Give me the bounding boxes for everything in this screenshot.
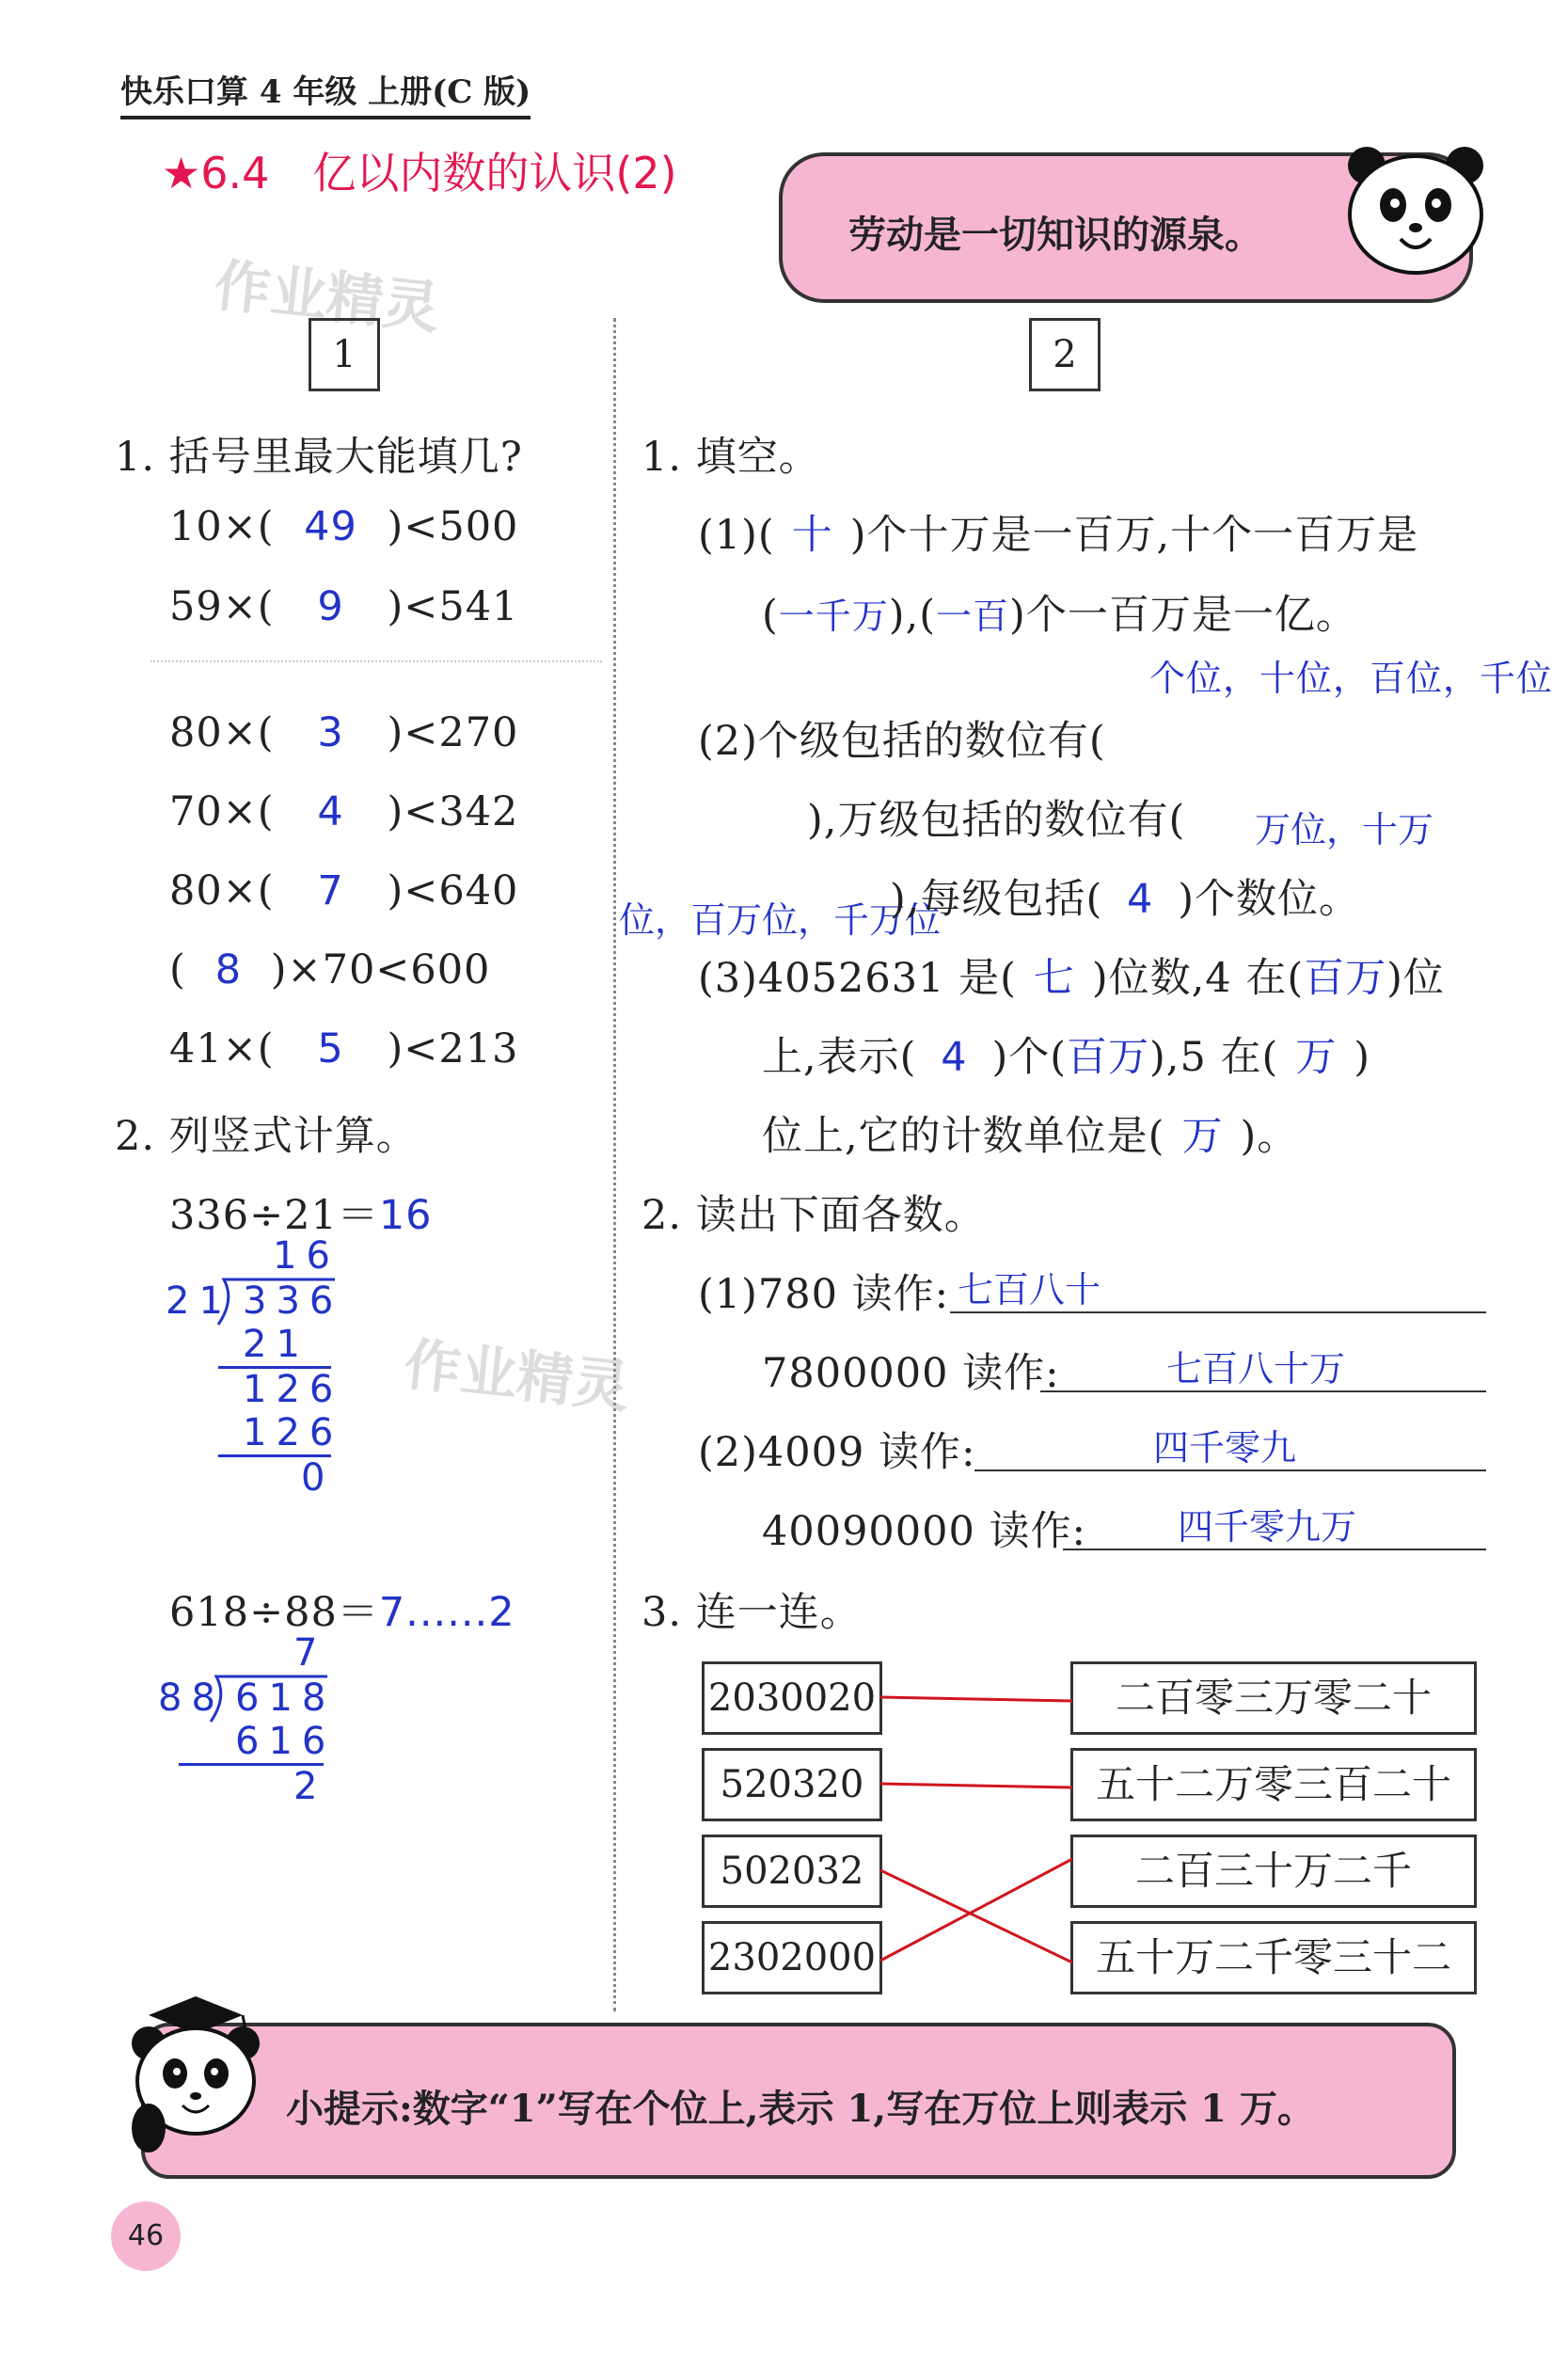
panda-icon (1340, 141, 1491, 282)
calc-expression: 618÷88＝7......2 (169, 1589, 515, 1636)
remainder: 126 (243, 1368, 343, 1411)
number-box: 502032 (702, 1835, 882, 1908)
ineq-row: 80×( 3 )<270 (169, 709, 519, 756)
answer-handwriting: 万位，十万位，百万位，千万位 (619, 809, 1434, 941)
subtrahend: 21 (243, 1323, 309, 1366)
ineq-row: 10×( 49 )<500 (169, 503, 519, 550)
section-2-box: 2 (1029, 318, 1101, 391)
ineq-row: 80×( 7 )<640 (169, 867, 519, 914)
subtrahend: 126 (243, 1411, 343, 1454)
fill-blank-3a: (3)4052631 是( 七 )位数,4 在(百万)位 (698, 955, 1445, 1002)
quotient: 7 (293, 1631, 327, 1675)
quotient: 16 (273, 1234, 340, 1278)
watermark: 作业精灵 (401, 1331, 633, 1422)
subtrahend: 616 (235, 1720, 336, 1763)
divisor: 21 (166, 1279, 232, 1323)
read-answer: 四千零九 (1153, 1427, 1297, 1469)
panda-graduate-icon (111, 1987, 280, 2156)
tip-text: 小提示:数字“1”写在个位上,表示 1,写在万位上则表示 1 万。 (286, 2087, 1315, 2131)
word-box: 五十万二千零三十二 (1070, 1921, 1477, 1994)
word-box: 二百零三万零二十 (1070, 1661, 1477, 1735)
watermark: 作业精灵 (211, 252, 443, 342)
answer-handwriting: 个位，十位，百位，千位 (1149, 658, 1554, 699)
fill-blank-3b: 上,表示( 4 )个(百万),5 在( 万 ) (762, 1034, 1371, 1081)
fill-blank-3c: 位上,它的计数单位是( 万 )。 (762, 1113, 1299, 1160)
fold-line (150, 660, 602, 662)
word-box: 五十二万零三百二十 (1070, 1748, 1477, 1821)
lesson-title: ★6.4 亿以内数的认识(2) (162, 148, 677, 199)
read-label: (2)4009 读作: (698, 1429, 976, 1476)
fill-blank-2c: ),每级包括( 4 )个数位。 (890, 876, 1361, 923)
r-q3-title: 3. 连一连。 (641, 1589, 862, 1636)
ineq-row: 59×( 9 )<541 (169, 583, 519, 630)
number-box: 520320 (702, 1748, 882, 1821)
remainder: 2 (293, 1765, 327, 1808)
ineq-row: 70×( 4 )<342 (169, 788, 519, 835)
fill-blank-2b: ),万级包括的数位有( (807, 797, 1186, 844)
matching-lines (880, 1661, 1072, 2000)
r-q1-title: 1. 填空。 (641, 434, 820, 481)
read-answer: 七百八十 (958, 1269, 1101, 1311)
read-answer: 七百八十万 (1166, 1348, 1346, 1390)
fill-blank-1: (1)( 十 )个十万是一百万,十个一百万是 (698, 512, 1419, 559)
divisor: 88 (158, 1676, 225, 1720)
word-box: 二百三十万二千 (1070, 1835, 1477, 1908)
q2-title: 2. 列竖式计算。 (115, 1113, 418, 1160)
number-box: 2030020 (702, 1661, 882, 1735)
book-header: 快乐口算 4 年级 上册(C 版) (120, 66, 531, 119)
dividend: 618 (235, 1676, 336, 1720)
read-label: (1)780 读作: (698, 1271, 950, 1318)
q1-title: 1. 括号里最大能填几? (115, 434, 523, 481)
fill-blank-1b: (一千万),(一百)个一百万是一亿。 (762, 592, 1357, 639)
ineq-row: ( 8 )×70<600 (169, 946, 491, 993)
remainder: 0 (301, 1456, 335, 1500)
page-number: 46 (111, 2201, 181, 2271)
read-label: 7800000 读作: (762, 1350, 1060, 1397)
tip-banner (141, 2023, 1456, 2179)
r-q2-title: 2. 读出下面各数。 (641, 1192, 986, 1239)
number-box: 2302000 (702, 1921, 882, 1994)
fill-blank-2a: (2)个级包括的数位有( (698, 718, 1106, 765)
column-divider (613, 318, 616, 2011)
ineq-row: 41×( 5 )<213 (169, 1025, 519, 1072)
read-label: 40090000 读作: (762, 1508, 1087, 1555)
read-answer: 四千零九万 (1178, 1506, 1357, 1548)
dividend: 336 (243, 1279, 343, 1323)
calc-expression: 336÷21＝16 (169, 1192, 433, 1239)
motto-text: 劳动是一切知识的源泉。 (848, 213, 1262, 257)
section-1-box: 1 (309, 318, 380, 391)
